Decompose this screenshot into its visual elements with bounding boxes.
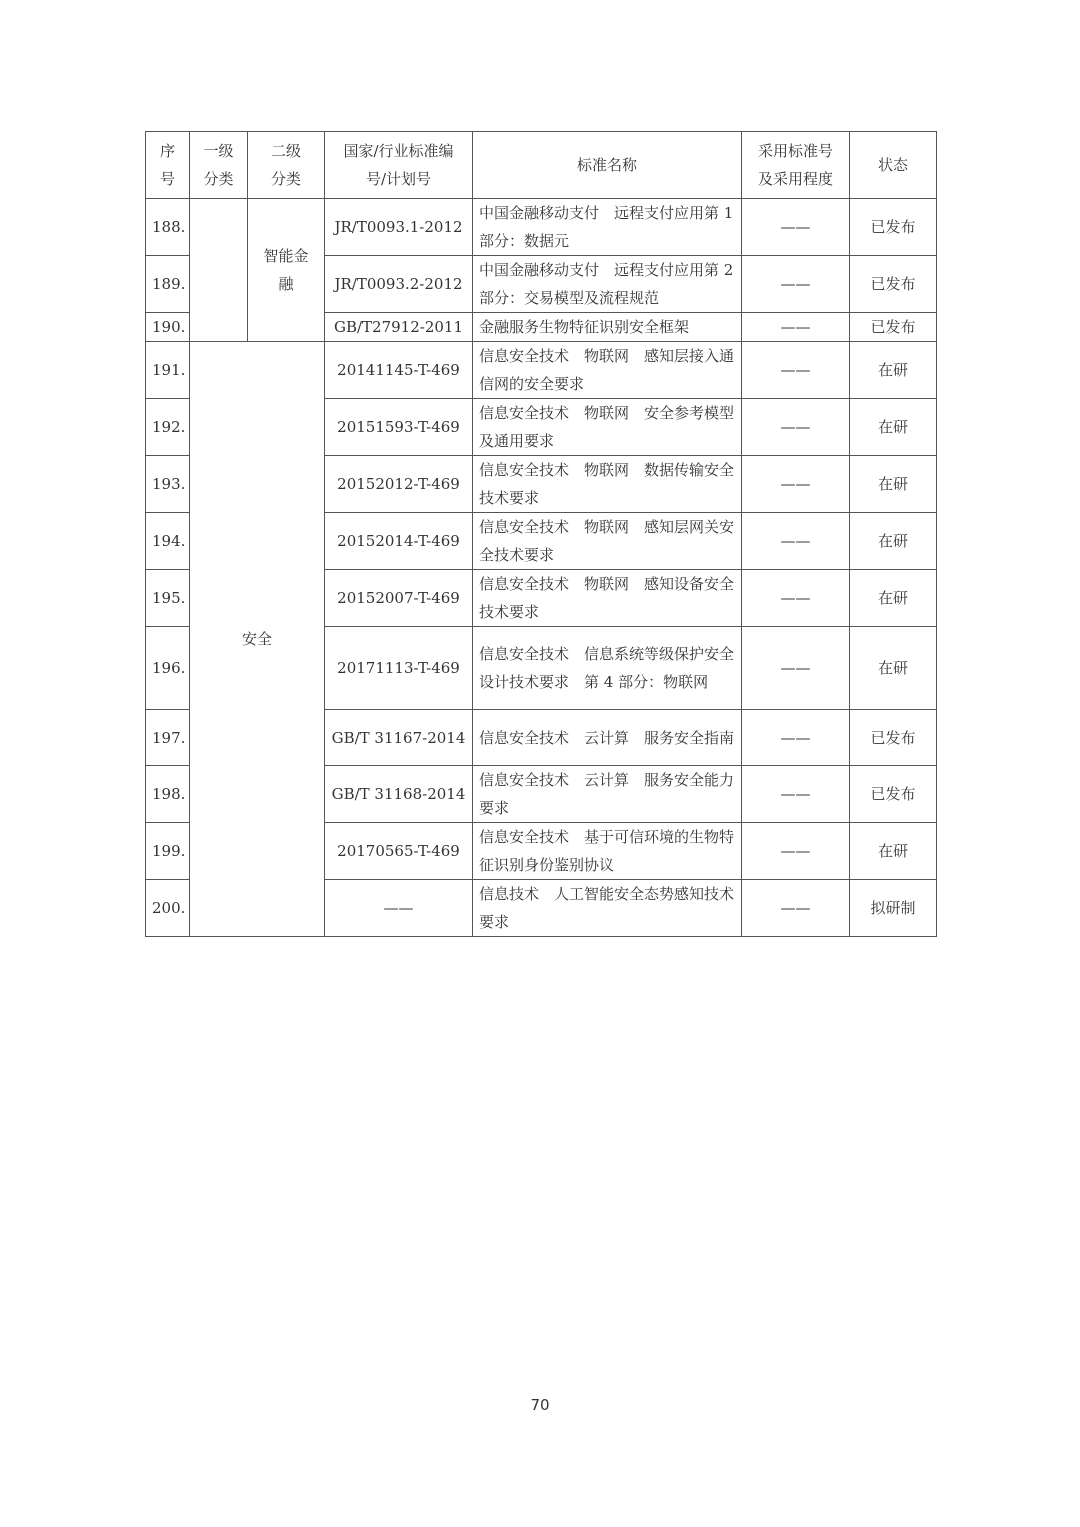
- row-name: 信息安全技术 云计算 服务安全指南: [473, 710, 742, 766]
- row-seq: 193.: [146, 456, 190, 513]
- row-status: 已发布: [850, 766, 937, 823]
- header-code: 国家/行业标准编号/计划号: [325, 132, 473, 199]
- row-name: 信息安全技术 物联网 数据传输安全技术要求: [473, 456, 742, 513]
- row-name: 信息安全技术 物联网 感知设备安全技术要求: [473, 570, 742, 627]
- row-status: 在研: [850, 456, 937, 513]
- table-row: [146, 199, 937, 256]
- row-seq: 200.: [146, 880, 190, 937]
- row-adopt: ——: [742, 256, 850, 313]
- row-code: 20141145-T-469: [325, 342, 473, 399]
- row-adopt: ——: [742, 513, 850, 570]
- row-adopt: ——: [742, 627, 850, 710]
- row-status: 已发布: [850, 710, 937, 766]
- level1-category: 安全: [190, 342, 325, 937]
- level2-category: 智能金融: [248, 199, 325, 342]
- row-status: 在研: [850, 513, 937, 570]
- row-name: 信息技术 人工智能安全态势感知技术要求: [473, 880, 742, 937]
- row-code: GB/T 31168-2014: [325, 766, 473, 823]
- row-code: JR/T0093.2-2012: [325, 256, 473, 313]
- row-code: 20171113-T-469: [325, 627, 473, 710]
- row-seq: 196.: [146, 627, 190, 710]
- row-status: 在研: [850, 399, 937, 456]
- header-level2: 二级分类: [248, 132, 325, 199]
- row-code: 20152012-T-469: [325, 456, 473, 513]
- row-seq: 195.: [146, 570, 190, 627]
- row-seq: 194.: [146, 513, 190, 570]
- row-seq: 199.: [146, 823, 190, 880]
- row-name: 中国金融移动支付 远程支付应用第 1 部分：数据元: [473, 199, 742, 256]
- row-adopt: ——: [742, 880, 850, 937]
- row-status: 在研: [850, 627, 937, 710]
- row-status: 已发布: [850, 199, 937, 256]
- row-status: 在研: [850, 342, 937, 399]
- row-adopt: ——: [742, 342, 850, 399]
- row-code: ——: [325, 880, 473, 937]
- row-status: 在研: [850, 570, 937, 627]
- row-seq: 189.: [146, 256, 190, 313]
- row-adopt: ——: [742, 823, 850, 880]
- row-adopt: ——: [742, 766, 850, 823]
- row-status: 在研: [850, 823, 937, 880]
- row-seq: 197.: [146, 710, 190, 766]
- row-adopt: ——: [742, 199, 850, 256]
- row-name: 中国金融移动支付 远程支付应用第 2 部分：交易模型及流程规范: [473, 256, 742, 313]
- row-adopt: ——: [742, 570, 850, 627]
- row-name: 信息安全技术 物联网 感知层网关安全技术要求: [473, 513, 742, 570]
- row-adopt: ——: [742, 710, 850, 766]
- row-adopt: ——: [742, 456, 850, 513]
- header-row: [146, 132, 937, 199]
- row-status: 已发布: [850, 256, 937, 313]
- row-status: 拟研制: [850, 880, 937, 937]
- row-status: 已发布: [850, 313, 937, 342]
- row-adopt: ——: [742, 313, 850, 342]
- header-name: 标准名称: [473, 132, 742, 199]
- standards-table: [145, 131, 937, 937]
- header-status: 状态: [850, 132, 937, 199]
- row-seq: 191.: [146, 342, 190, 399]
- level1-empty-cell: [190, 199, 248, 342]
- row-code: GB/T 31167-2014: [325, 710, 473, 766]
- row-code: 20170565-T-469: [325, 823, 473, 880]
- header-adopt: 采用标准号及采用程度: [742, 132, 850, 199]
- page-number: 70: [530, 1396, 550, 1414]
- row-name: 信息安全技术 云计算 服务安全能力要求: [473, 766, 742, 823]
- row-name: 信息安全技术 物联网 感知层接入通信网的安全要求: [473, 342, 742, 399]
- row-seq: 188.: [146, 199, 190, 256]
- row-code: 20152014-T-469: [325, 513, 473, 570]
- row-code: 20152007-T-469: [325, 570, 473, 627]
- row-name: 信息安全技术 基于可信环境的生物特征识别身份鉴别协议: [473, 823, 742, 880]
- row-name: 金融服务生物特征识别安全框架: [473, 313, 742, 342]
- header-seq: 序号: [146, 132, 190, 199]
- row-adopt: ——: [742, 399, 850, 456]
- row-seq: 190.: [146, 313, 190, 342]
- header-level1: 一级分类: [190, 132, 248, 199]
- table-row: [146, 342, 937, 399]
- row-name: 信息安全技术 信息系统等级保护安全设计技术要求 第 4 部分：物联网: [473, 627, 742, 710]
- row-code: 20151593-T-469: [325, 399, 473, 456]
- row-seq: 192.: [146, 399, 190, 456]
- row-name: 信息安全技术 物联网 安全参考模型及通用要求: [473, 399, 742, 456]
- row-seq: 198.: [146, 766, 190, 823]
- row-code: JR/T0093.1-2012: [325, 199, 473, 256]
- row-code: GB/T27912-2011: [325, 313, 473, 342]
